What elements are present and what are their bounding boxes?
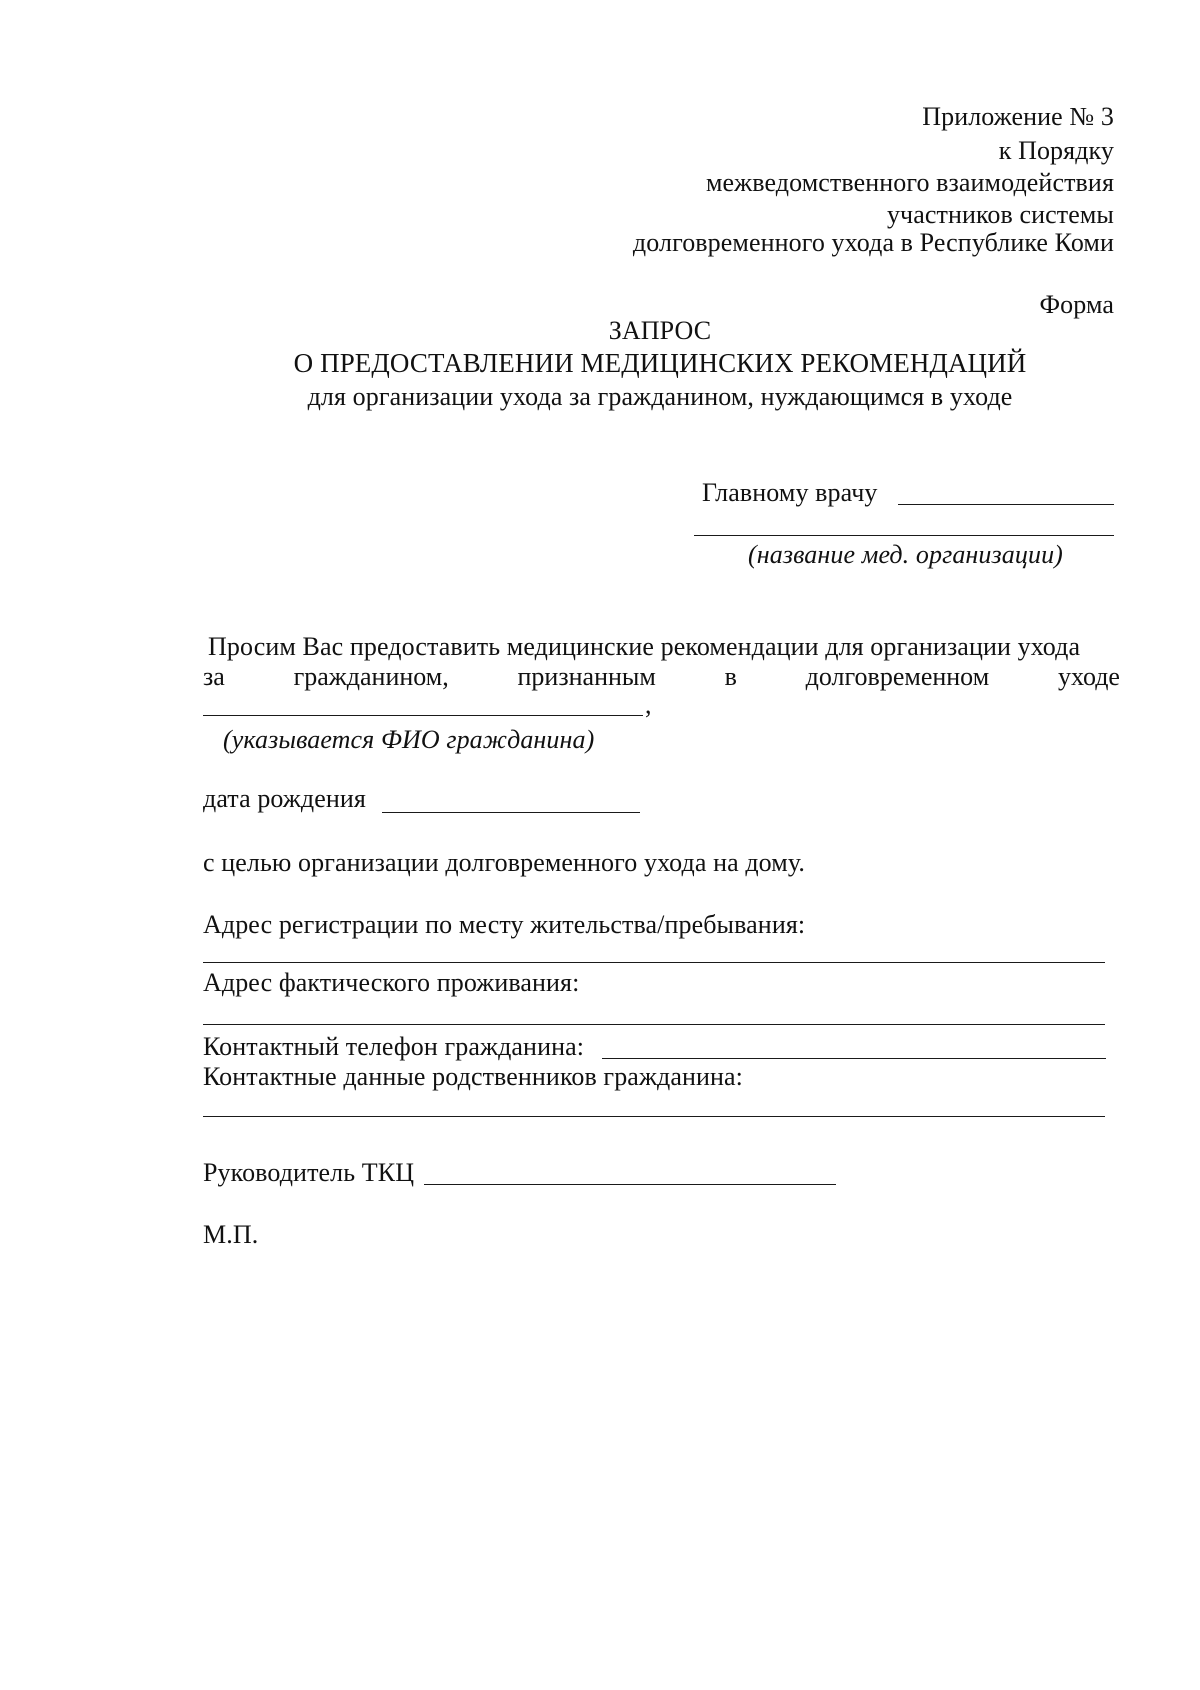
appendix-participants: участников системы xyxy=(886,200,1114,229)
reg-address-label: Адрес регистрации по месту жительства/пребывания: xyxy=(203,910,806,939)
request-word: долговременном xyxy=(805,662,990,691)
actual-address-label: Адрес фактического проживания: xyxy=(203,968,580,997)
document-subject: О ПРЕДОСТАВЛЕНИИ МЕДИЦИНСКИХ РЕКОМЕНДАЦИЙ xyxy=(293,348,1027,378)
request-word: за xyxy=(203,662,225,691)
reg-address-line[interactable] xyxy=(203,962,1105,963)
addressee-label: Главному врачу xyxy=(702,478,878,507)
appendix-procedure: к Порядку xyxy=(998,136,1114,165)
actual-address-line[interactable] xyxy=(203,1024,1105,1025)
request-line-1: Просим Вас предоставить медицинские рекомендации для организации ухода xyxy=(208,632,1081,661)
document-title: ЗАПРОС xyxy=(608,316,712,345)
purpose-text: с целью организации долговременного ухода на дому. xyxy=(203,848,805,877)
stamp-label: М.П. xyxy=(203,1220,259,1249)
addressee-hint: (название мед. организации) xyxy=(748,540,1063,569)
request-word: в xyxy=(724,662,737,691)
dob-line[interactable] xyxy=(382,812,640,813)
addressee-name-line[interactable] xyxy=(898,504,1114,505)
addressee-org-line[interactable] xyxy=(694,535,1114,536)
appendix-number: Приложение № 3 xyxy=(922,102,1114,131)
relatives-label: Контактные данные родственников гражданина: xyxy=(203,1062,743,1091)
head-signature-line[interactable] xyxy=(424,1184,836,1185)
dob-label: дата рождения xyxy=(203,784,366,813)
document-purpose: для организации ухода за гражданином, нуждающимся в уходе xyxy=(307,382,1013,411)
relatives-line[interactable] xyxy=(203,1116,1105,1117)
phone-line[interactable] xyxy=(602,1058,1106,1059)
appendix-interaction: межведомственного взаимодействия xyxy=(705,168,1114,197)
request-word: гражданином, xyxy=(293,662,449,691)
fio-hint: (указывается ФИО гражданина) xyxy=(223,725,595,754)
citizen-fio-line[interactable] xyxy=(203,715,643,716)
request-word: уходе xyxy=(1057,662,1120,691)
appendix-region: долговременного ухода в Республике Коми xyxy=(632,228,1114,257)
fio-comma: , xyxy=(645,690,652,719)
request-line-2 xyxy=(203,662,1120,692)
form-label: Форма xyxy=(1039,290,1114,319)
phone-label: Контактный телефон гражданина: xyxy=(203,1032,585,1061)
request-word: признанным xyxy=(517,662,656,691)
head-label: Руководитель ТКЦ xyxy=(203,1158,415,1187)
